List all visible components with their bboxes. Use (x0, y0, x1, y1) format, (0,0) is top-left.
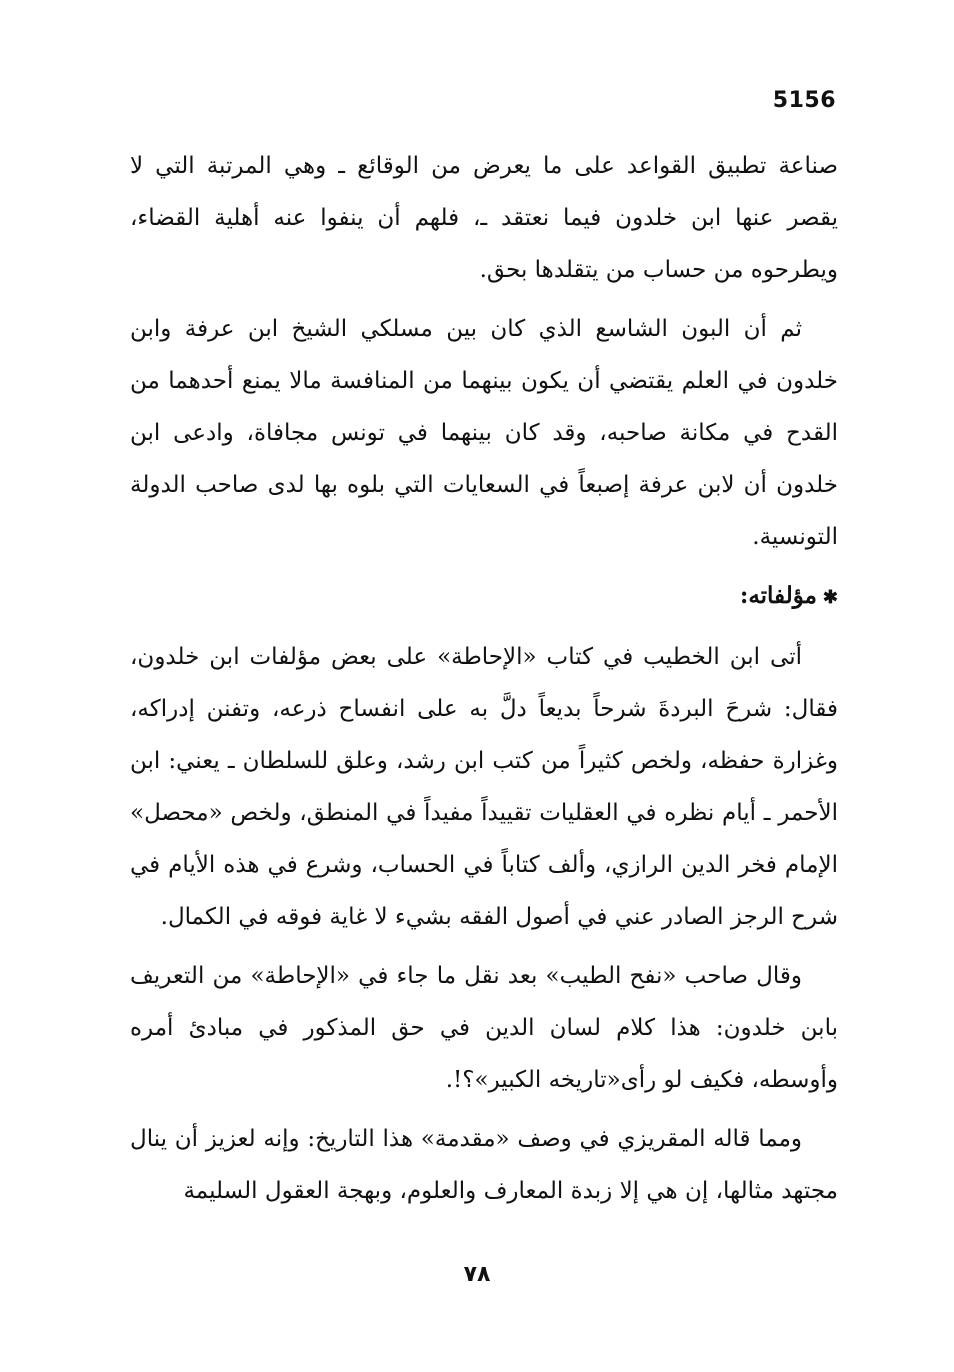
asterisk-icon: ✱ (822, 587, 838, 608)
page-number: ٧٨ (463, 1262, 491, 1287)
section-heading (130, 570, 838, 624)
paragraph-continuation: صناعة تطبيق القواعد على ما يعرض من الوقائع ـ وهي المرتبة التي لا يقصر عنها ابن خلدون فيما نعتقد ـ، فلهم أن ينفوا عنه أهلية القضاء، ويطرحوه من حساب من يتقلدها بحق. (130, 153, 838, 283)
volume-page-number: 5156 (772, 88, 836, 113)
paragraph-ihata: أتى ابن الخطيب في كتاب «الإحاطة» على بعض مؤلفات ابن خلدون، فقال: شرحَ البردةَ شرحاً بديعاً دلَّ به على انفساح ذرعه، وتفنن إدراكه، وغزارة حفظه، ولخص كثيراً من كتب ابن رشد، وعلق للسلطان ـ يعني: ابن الأحمر ـ أيام نظره في العقليات تقييداً مفيداً في المنطق، ولخص «محصل» الإمام فخر الدين الرازي، وألف كتاباً في الحساب، وشرع في هذه الأيام في شرح الرجز الصادر عني في أصول الفقه بشيء لا غاية فوقه في الكمال. (130, 644, 838, 930)
text-body (130, 140, 838, 1224)
paragraph-nafh-al-tib: وقال صاحب «نفح الطيب» بعد نقل ما جاء في «الإحاطة» من التعريف بابن خلدون: هذا كلام لسان الدين في حق المذكور في مبادئ أمره وأوسطه، فكيف لو رأى«تاريخه الكبير»؟!. (130, 963, 838, 1093)
paragraph-maqrizi: ومما قاله المقريزي في وصف «مقدمة» هذا التاريخ: وإنه لعزيز أن ينال مجتهد مثالها، إن هي إلا زبدة المعارف والعلوم، وبهجة العقول السليمة (130, 1126, 838, 1204)
paragraph-ibn-arafa: ثم أن البون الشاسع الذي كان بين مسلكي الشيخ ابن عرفة وابن خلدون في العلم يقتضي أن يكون بينهما من المنافسة مالا يمنع أحدهما من القدح في مكانة صاحبه، وقد كان بينهما في تونس مجافاة، وادعى ابن خلدون أن لابن عرفة إصبعاً في السعايات التي بلوه بها لدى صاحب الدولة التونسية. (130, 316, 838, 550)
section-heading-text: مؤلفاته: (739, 582, 817, 609)
